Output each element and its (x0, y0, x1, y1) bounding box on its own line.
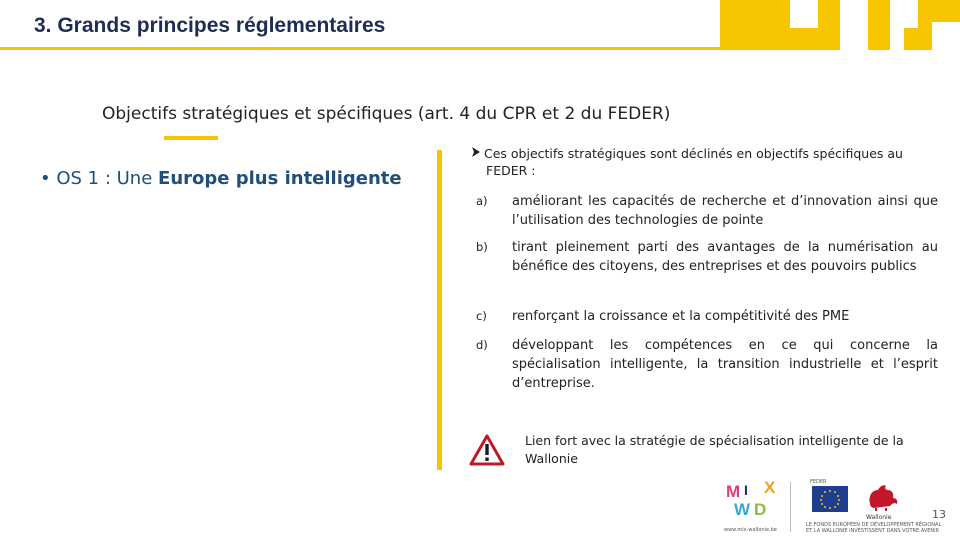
header-squares-decoration (750, 0, 960, 50)
objective-text: tirant pleinement parti des avantages de la numérisation au bénéfice des citoyens, des entreprises et des pouvoirs publics (512, 240, 938, 274)
bullet-dot: • (40, 168, 51, 189)
eu-caption-2: ET LA WALLONIE INVESTISSENT DANS VOTRE AVENIR (806, 528, 940, 534)
mix-letter-d: D (754, 500, 767, 519)
decor-square (840, 22, 868, 50)
objective-text: renforçant la croissance et la compétitivité des PME (512, 309, 850, 324)
logo-divider (790, 482, 791, 532)
objective-text: développant les compétences en ce qui concerne la spécialisation intelligente, la transition industrielle et l’esprit d’entreprise. (512, 338, 938, 391)
arrow-bullet-icon (470, 145, 484, 162)
objective-item (476, 238, 938, 298)
slide-title: 3. Grands principes réglementaires (34, 14, 386, 37)
eu-flag-icon (812, 486, 848, 512)
intro-line2: FEDER : (486, 163, 536, 178)
vertical-divider (437, 150, 442, 470)
objective-letter: d) (476, 338, 488, 352)
objective-item (476, 192, 938, 232)
eu-caption-1: LE FONDS EUROPÉEN DE DÉVELOPPEMENT RÉGIONAL (806, 522, 942, 528)
wallonie-label: Wallonie (866, 514, 892, 521)
subtitle-underline (164, 136, 218, 140)
mix-letter-i: I (744, 482, 748, 498)
mix-logo (724, 478, 784, 522)
warning-icon (469, 433, 505, 467)
intro-paragraph (470, 145, 940, 179)
objective-item (476, 307, 938, 327)
objective-item (476, 336, 938, 396)
objective-letter: a) (476, 194, 488, 208)
title-box (0, 0, 720, 47)
mix-letter-w: W (734, 500, 751, 519)
objective-letter: c) (476, 309, 487, 323)
header-bar (0, 0, 960, 50)
page-number: 13 (932, 508, 946, 521)
decor-square (790, 0, 818, 28)
objective-text: améliorant les capacités de recherche et d’innovation ainsi que l’utilisation des technologies de pointe (512, 194, 938, 228)
decor-square (932, 22, 960, 50)
objective-letter: b) (476, 240, 488, 254)
mix-letter-m: M (726, 482, 741, 501)
section-subtitle: Objectifs stratégiques et spécifiques (art. 4 du CPR et 2 du FEDER) (102, 104, 671, 124)
mix-caption: www.mix-wallonie.be (724, 527, 777, 533)
mix-letter-x: X (764, 478, 776, 497)
warning-text: Lien fort avec la stratégie de spécialisation intelligente de la Wallonie (525, 433, 904, 466)
os-bold: Europe plus intelligente (158, 168, 402, 189)
os-prefix: OS 1 : Une (56, 168, 153, 189)
intro-line1: Ces objectifs stratégiques sont déclinés en objectifs spécifiques au (484, 146, 903, 161)
rooster-icon (864, 482, 900, 512)
feder-label: FEDER (810, 479, 827, 485)
os-bullet (40, 168, 402, 189)
decor-square (890, 22, 904, 50)
